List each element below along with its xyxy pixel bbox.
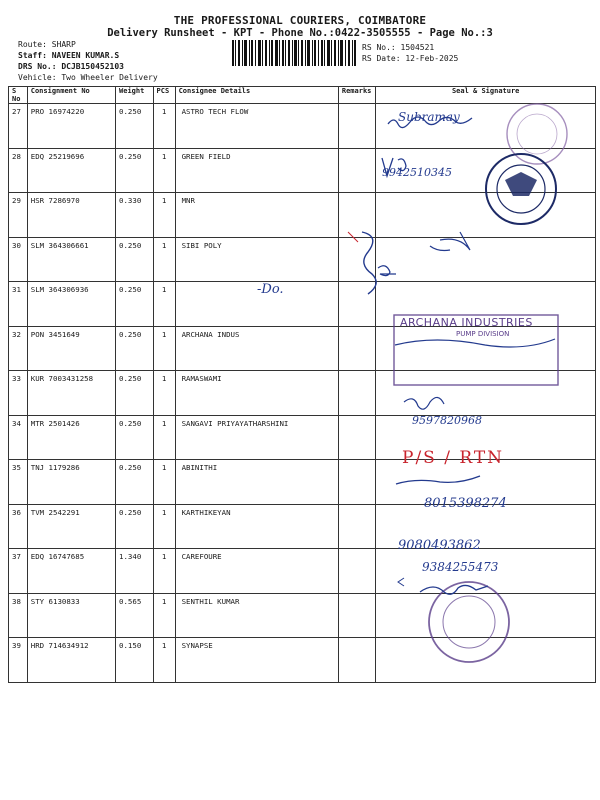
cell-seal-signature [376, 549, 596, 594]
table-row [9, 148, 596, 193]
cell-remarks [338, 549, 376, 594]
cell-consignment-no: KUR 7003431258 [27, 371, 115, 416]
cell-seal-signature [376, 193, 596, 238]
cell-remarks [338, 237, 376, 282]
cell-sno: 27 [9, 104, 28, 149]
cell-remarks [338, 504, 376, 549]
cell-pcs: 1 [153, 237, 175, 282]
cell-remarks [338, 460, 376, 505]
handwriting-row36-phone: 8015398274 [424, 496, 507, 511]
handwriting-row28-phone: 9942510345 [382, 166, 452, 179]
cell-weight: 0.250 [116, 504, 154, 549]
col-header-consignment: Consignment No [27, 87, 115, 104]
cell-remarks [338, 415, 376, 460]
runsheet-meta-left [18, 39, 158, 83]
table-header-row [9, 87, 596, 104]
cell-consignee: SANGAVI PRIYAYATHARSHINI [175, 415, 338, 460]
cell-seal-signature [376, 460, 596, 505]
cell-weight: 0.250 [116, 326, 154, 371]
cell-seal-signature [376, 504, 596, 549]
cell-consignee: RAMASWAMI [175, 371, 338, 416]
cell-consignee: MNR [175, 193, 338, 238]
cell-remarks [338, 326, 376, 371]
stamp-archana-subtext: PUMP DIVISION [456, 330, 510, 338]
cell-sno: 31 [9, 282, 28, 327]
cell-consignment-no: TNJ 1179286 [27, 460, 115, 505]
cell-sno: 37 [9, 549, 28, 594]
cell-sno: 28 [9, 148, 28, 193]
table-row [9, 549, 596, 594]
handwriting-row34-phone: 9597820968 [412, 414, 482, 427]
company-title: THE PROFESSIONAL COURIERS, COIMBATORE [173, 14, 427, 27]
cell-weight: 0.565 [116, 593, 154, 638]
cell-seal-signature [376, 593, 596, 638]
staff-line: Staff: NAVEEN KUMAR.S [18, 51, 120, 60]
cell-seal-signature [376, 415, 596, 460]
cell-consignment-no: SLM 364306661 [27, 237, 115, 282]
cell-pcs: 1 [153, 593, 175, 638]
cell-consignee [175, 282, 338, 327]
cell-seal-signature [376, 148, 596, 193]
cell-sno: 38 [9, 593, 28, 638]
cell-remarks [338, 593, 376, 638]
cell-consignment-no: STY 6130833 [27, 593, 115, 638]
cell-consignee: GREEN FIELD [175, 148, 338, 193]
cell-consignee: ABINITHI [175, 460, 338, 505]
cell-consignment-no: PON 3451649 [27, 326, 115, 371]
cell-remarks [338, 638, 376, 683]
table-row [9, 104, 596, 149]
table-row [9, 282, 596, 327]
rs-date: RS Date: 12-Feb-2025 [362, 54, 459, 63]
cell-pcs: 1 [153, 415, 175, 460]
col-header-pcs: PCS [153, 87, 175, 104]
handwriting-rtn: P/S / RTN [402, 448, 505, 468]
vehicle-line: Vehicle: Two Wheeler Delivery [18, 73, 158, 82]
table-row [9, 415, 596, 460]
cell-seal-signature [376, 282, 596, 327]
cell-consignee: KARTHIKEYAN [175, 504, 338, 549]
cell-remarks [338, 193, 376, 238]
cell-consignment-no: SLM 364306936 [27, 282, 115, 327]
table-row [9, 237, 596, 282]
cell-pcs: 1 [153, 371, 175, 416]
cell-weight: 0.250 [116, 460, 154, 505]
cell-sno: 36 [9, 504, 28, 549]
cell-sno: 39 [9, 638, 28, 683]
cell-consignment-no: HRD 714634912 [27, 638, 115, 683]
barcode-icon [232, 40, 356, 66]
cell-weight: 0.250 [116, 104, 154, 149]
col-header-seal: Seal & Signature [376, 87, 596, 104]
cell-consignment-no: PRO 16974220 [27, 104, 115, 149]
cell-pcs: 1 [153, 638, 175, 683]
cell-sno: 32 [9, 326, 28, 371]
runsheet-table [8, 86, 596, 683]
cell-seal-signature [376, 326, 596, 371]
cell-sno: 33 [9, 371, 28, 416]
cell-pcs: 1 [153, 104, 175, 149]
col-header-consignee: Consignee Details [175, 87, 338, 104]
handwriting-row27: Subramay [398, 110, 460, 124]
cell-weight: 0.250 [116, 371, 154, 416]
cell-sno: 35 [9, 460, 28, 505]
cell-weight: 0.250 [116, 415, 154, 460]
runsheet-meta-right [362, 42, 458, 64]
cell-sno: 34 [9, 415, 28, 460]
cell-consignment-no: EDQ 16747685 [27, 549, 115, 594]
stamp-archana-text: ARCHANA INDUSTRIES [400, 316, 533, 329]
cell-pcs: 1 [153, 193, 175, 238]
cell-weight: 1.340 [116, 549, 154, 594]
cell-pcs: 1 [153, 148, 175, 193]
cell-remarks [338, 371, 376, 416]
cell-pcs: 1 [153, 326, 175, 371]
cell-weight: 0.250 [116, 237, 154, 282]
cell-weight: 0.250 [116, 148, 154, 193]
cell-consignee: ARCHANA INDUS [175, 326, 338, 371]
cell-consignment-no: HSR 7286970 [27, 193, 115, 238]
cell-consignment-no: MTR 2501426 [27, 415, 115, 460]
cell-pcs: 1 [153, 504, 175, 549]
cell-seal-signature [376, 638, 596, 683]
drs-line: DRS No.: DCJB150452103 [18, 62, 124, 71]
ditto-mark: -Do. [257, 282, 284, 297]
col-header-sno: S No [9, 87, 28, 104]
cell-pcs: 1 [153, 460, 175, 505]
table-row [9, 193, 596, 238]
cell-consignment-no: TVM 2542291 [27, 504, 115, 549]
cell-consignee: SENTHIL KUMAR [175, 593, 338, 638]
cell-consignee: CAREFOURE [175, 549, 338, 594]
table-row [9, 593, 596, 638]
cell-sno: 30 [9, 237, 28, 282]
rs-number: RS No.: 1504521 [362, 43, 435, 52]
table-row [9, 371, 596, 416]
cell-pcs: 1 [153, 282, 175, 327]
cell-consignment-no: EDQ 25219696 [27, 148, 115, 193]
col-header-remarks: Remarks [338, 87, 376, 104]
table-row [9, 504, 596, 549]
cell-remarks [338, 282, 376, 327]
handwriting-row37-phone: 9080493862 [398, 538, 481, 553]
cell-weight: 0.250 [116, 282, 154, 327]
cell-seal-signature [376, 237, 596, 282]
cell-sno: 29 [9, 193, 28, 238]
cell-weight: 0.330 [116, 193, 154, 238]
runsheet-subtitle: Delivery Runsheet - KPT - Phone No.:0422-3505555 - Page No.:3 [107, 27, 493, 39]
cell-seal-signature [376, 371, 596, 416]
cell-remarks [338, 104, 376, 149]
col-header-weight: Weight [116, 87, 154, 104]
cell-consignee: SIBI POLY [175, 237, 338, 282]
cell-consignee: ASTRO TECH FLOW [175, 104, 338, 149]
table-row [9, 638, 596, 683]
cell-weight: 0.150 [116, 638, 154, 683]
table-row [9, 326, 596, 371]
cell-seal-signature [376, 104, 596, 149]
table-row [9, 460, 596, 505]
route-line: Route: SHARP [18, 40, 76, 49]
cell-remarks [338, 148, 376, 193]
handwriting-row38-phone: 9384255473 [422, 560, 499, 574]
cell-pcs: 1 [153, 549, 175, 594]
cell-consignee: SYNAPSE [175, 638, 338, 683]
